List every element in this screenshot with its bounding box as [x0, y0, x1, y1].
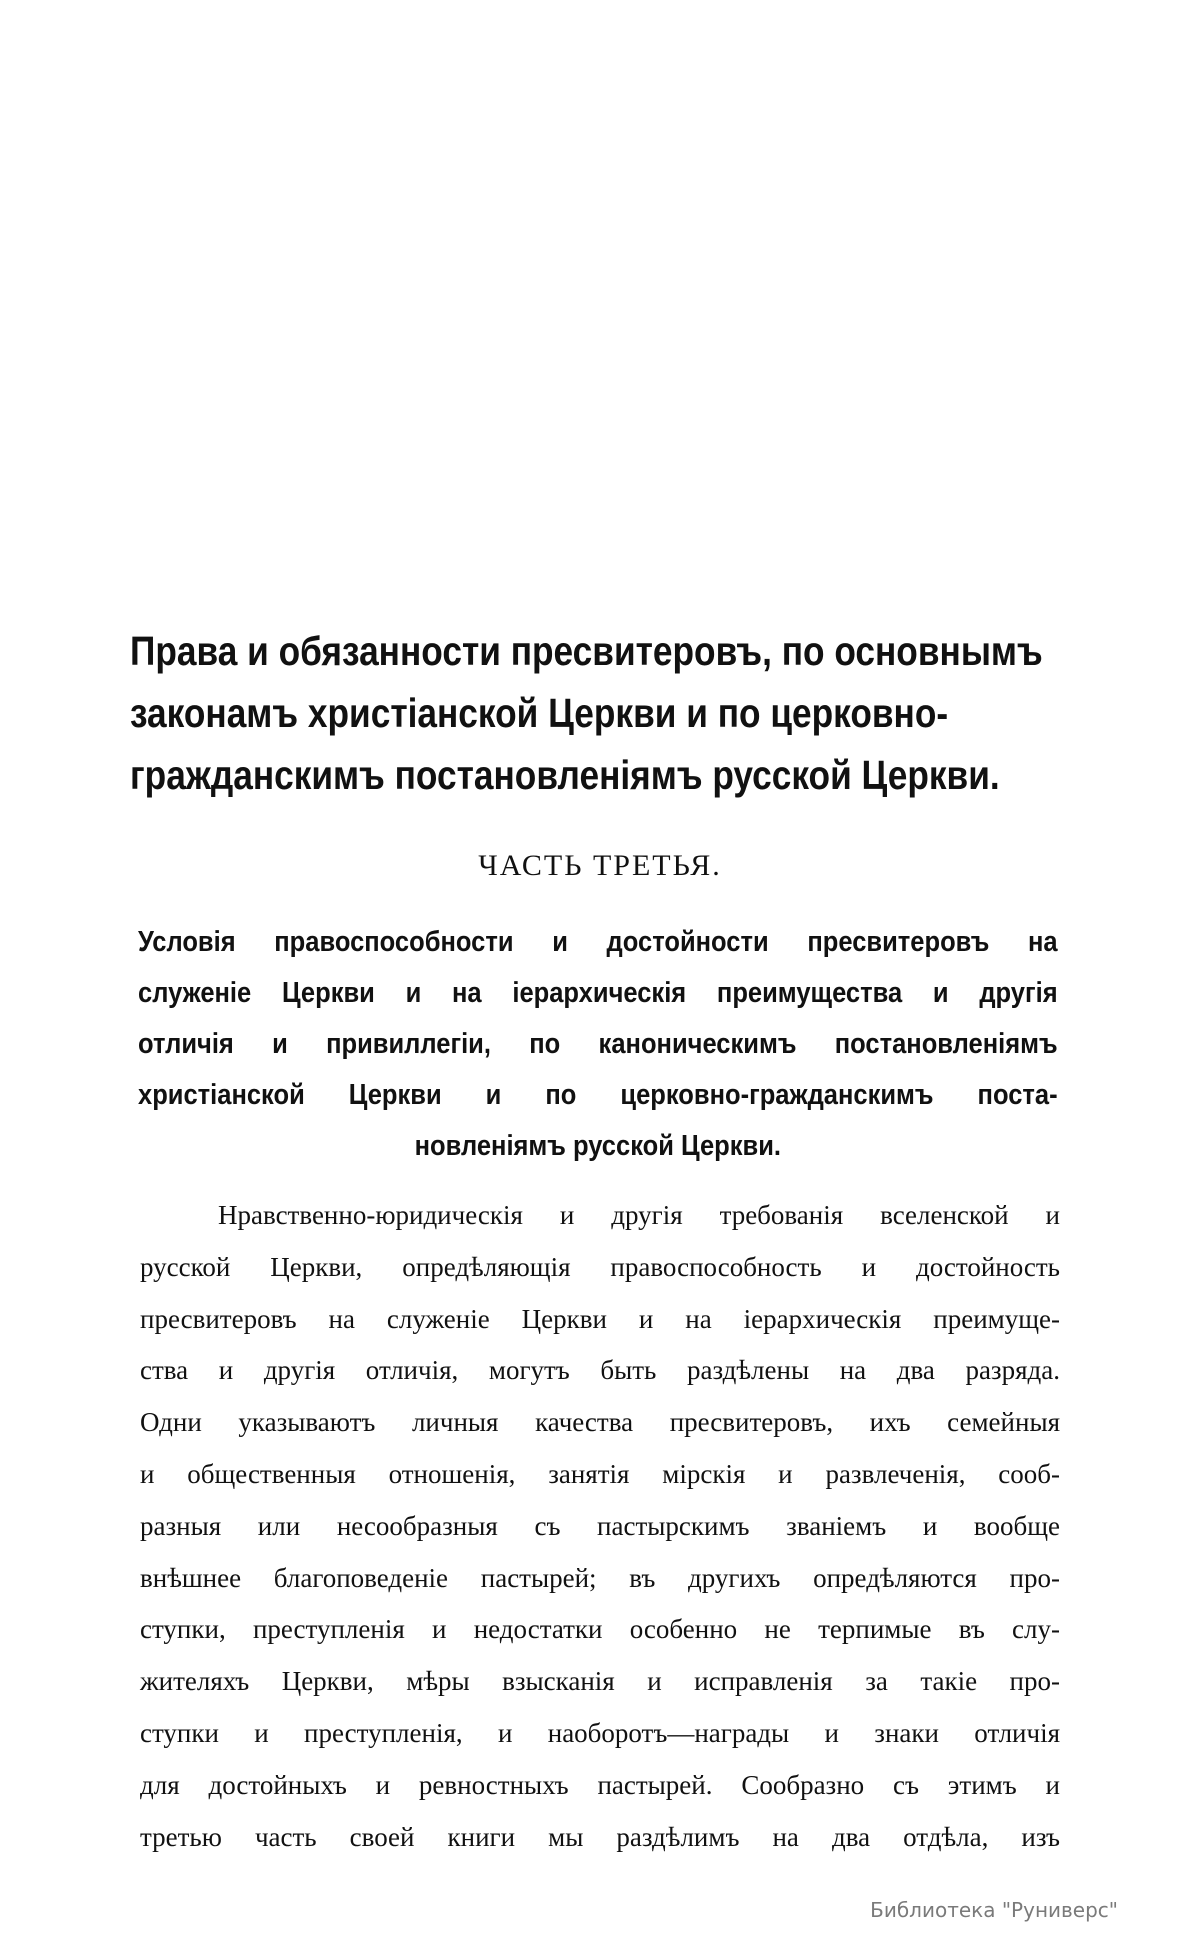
title-line: законамъ христіанской Церкви и по церковно- — [130, 690, 949, 736]
body-line: третью часть своей книги мы раздѣлимъ на два отдѣла, изъ — [140, 1821, 1060, 1852]
chapter-title — [130, 620, 1043, 806]
body-paragraph — [140, 1190, 1060, 1863]
subtitle-line: новленіямъ русской Церкви. — [414, 1130, 781, 1162]
body-line: русской Церкви, опредѣляющія правоспособность и достойность — [140, 1251, 1060, 1282]
body-line: внѣшнее благоповеденіе пастырей; въ другихъ опредѣляются про- — [140, 1562, 1060, 1593]
subtitle-line: служеніе Церкви и на іерархическія преимущества и другія — [138, 977, 1058, 1009]
body-line: ступки, преступленія и недостатки особенно не терпимые въ слу- — [140, 1614, 1060, 1645]
title-line: гражданскимъ постановленіямъ русской Церкви. — [130, 752, 1000, 798]
body-line: жителяхъ Церкви, мѣры взысканія и исправленія за такіе про- — [140, 1666, 1060, 1697]
body-line: разныя или несообразныя съ пастырскимъ званіемъ и вообще — [140, 1510, 1060, 1541]
subtitle-line: Условія правоспособности и достойности пресвитеровъ на — [138, 926, 1058, 958]
body-line: Нравственно-юридическія и другія требованія вселенской и — [218, 1200, 1060, 1230]
body-line: Одни указываютъ личныя качества пресвитеровъ, ихъ семейныя — [140, 1407, 1060, 1438]
subtitle-line: христіанской Церкви и по церковно-гражданскимъ поста- — [138, 1079, 1058, 1111]
title-line: Права и обязанности пресвитеровъ, по основнымъ — [130, 628, 1043, 674]
part-subtitle — [138, 917, 1058, 1172]
part-heading: ЧАСТЬ ТРЕТЬЯ. — [478, 849, 722, 882]
library-watermark: Библиотека "Руниверс" — [870, 1898, 1118, 1922]
body-line: ства и другія отличія, могутъ быть раздѣлены на два разряда. — [140, 1355, 1060, 1386]
body-line: для достойныхъ и ревностныхъ пастырей. Сообразно съ этимъ и — [140, 1769, 1060, 1800]
body-line: и общественныя отношенія, занятія мірскія и развлеченія, сооб- — [140, 1458, 1060, 1489]
body-line: пресвитеровъ на служеніе Церкви и на іерархическія преимуще- — [140, 1303, 1060, 1334]
subtitle-line: отличія и привиллегіи, по каноническимъ постановленіямъ — [138, 1028, 1058, 1060]
body-line: ступки и преступленія, и наоборотъ—награды и знаки отличія — [140, 1717, 1060, 1748]
